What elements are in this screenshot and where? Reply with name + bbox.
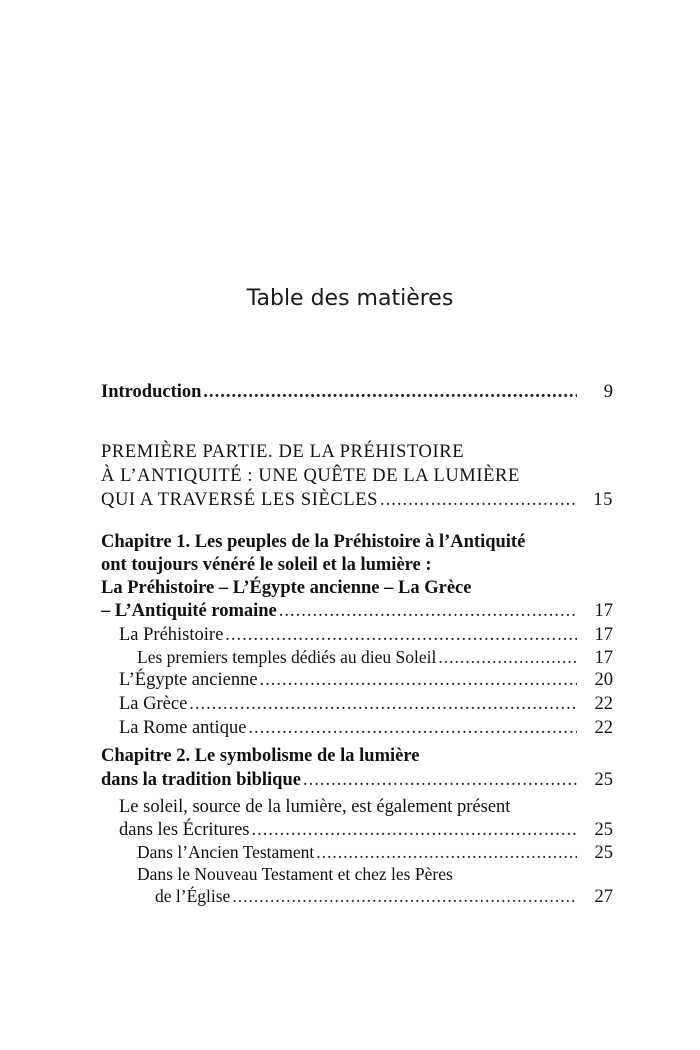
page-number: 27 bbox=[594, 887, 613, 907]
leader-dots bbox=[225, 623, 577, 647]
page-number: 22 bbox=[594, 718, 613, 738]
toc-entry-label: dans la tradition biblique bbox=[101, 770, 301, 790]
page-number: 25 bbox=[594, 820, 613, 840]
toc-entry-ancien-testament[interactable] bbox=[137, 840, 613, 864]
leader-dots bbox=[279, 599, 577, 623]
leader-dots bbox=[252, 818, 578, 842]
toc-entry-label: de l’Église bbox=[155, 886, 231, 906]
toc-chapter1-line-2: ont toujours vénéré le soleil et la lumière : bbox=[101, 555, 432, 575]
toc-part1-line-1: PREMIÈRE PARTIE. DE LA PRÉHISTOIRE bbox=[101, 442, 465, 462]
toc-entry-label: – L’Antiquité romaine bbox=[101, 601, 277, 621]
leader-dots bbox=[303, 768, 577, 792]
toc-entry-label: L’Égypte ancienne bbox=[119, 670, 258, 690]
toc-chapter1-line-1: Chapitre 1. Les peuples de la Préhistoire à l’Antiquité bbox=[101, 532, 526, 552]
toc-entry-part1[interactable] bbox=[101, 488, 613, 512]
toc-entry-nouveau-testament[interactable] bbox=[155, 884, 613, 908]
toc-entry-grece[interactable] bbox=[119, 692, 613, 716]
toc-entry-label: dans les Écritures bbox=[119, 820, 250, 840]
leader-dots bbox=[232, 884, 577, 908]
toc-entry-label: Dans l’Ancien Testament bbox=[137, 842, 315, 862]
toc-entry-label: Les premiers temples dédiés au dieu Soleil bbox=[137, 647, 437, 667]
page-number: 20 bbox=[594, 670, 613, 690]
page-number: 25 bbox=[594, 770, 613, 790]
leader-dots bbox=[260, 668, 577, 692]
leader-dots bbox=[316, 840, 577, 864]
page-number: 22 bbox=[594, 694, 613, 714]
toc-entry-chapter1[interactable] bbox=[101, 599, 613, 623]
toc-entry-premiers-temples[interactable] bbox=[137, 645, 613, 669]
toc-chapter1-line-3: La Préhistoire – L’Égypte ancienne – La Grèce bbox=[101, 578, 472, 598]
toc-entry-soleil[interactable] bbox=[119, 818, 613, 842]
leader-dots bbox=[248, 716, 577, 740]
toc-entry-label: La Préhistoire bbox=[119, 625, 224, 645]
page-number: 17 bbox=[594, 625, 613, 645]
page-title: Table des matières bbox=[246, 286, 454, 311]
page-number: 25 bbox=[594, 843, 613, 863]
toc-entry-label: La Grèce bbox=[119, 694, 188, 714]
leader-dots bbox=[189, 692, 577, 716]
toc-soleil-line-1: Le soleil, source de la lumière, est également présent bbox=[119, 797, 511, 817]
page-number: 17 bbox=[594, 648, 613, 668]
toc-entry-label: Introduction bbox=[101, 382, 202, 402]
toc-entry-prehistoire[interactable] bbox=[119, 623, 613, 647]
toc-entry-rome[interactable] bbox=[119, 716, 613, 740]
toc-entry-introduction[interactable] bbox=[101, 380, 613, 404]
toc-chapter2-line-1: Chapitre 2. Le symbolisme de la lumière bbox=[101, 746, 420, 766]
toc-entry-label: QUI A TRAVERSÉ LES SIÈCLES bbox=[101, 490, 379, 510]
leader-dots bbox=[380, 488, 577, 512]
toc-entry-chapter2[interactable] bbox=[101, 768, 613, 792]
toc-part1-line-2: À L’ANTIQUITÉ : UNE QUÊTE DE LA LUMIÈRE bbox=[101, 466, 520, 486]
leader-dots bbox=[203, 380, 577, 404]
leader-dots bbox=[438, 645, 577, 669]
toc-nouveau-testament-line-1: Dans le Nouveau Testament et chez les Pères bbox=[137, 864, 453, 884]
page-number: 9 bbox=[603, 382, 613, 402]
page-number: 15 bbox=[593, 490, 613, 510]
page-number: 17 bbox=[594, 601, 613, 621]
toc-entry-egypte[interactable] bbox=[119, 668, 613, 692]
toc-entry-label: La Rome antique bbox=[119, 718, 247, 738]
